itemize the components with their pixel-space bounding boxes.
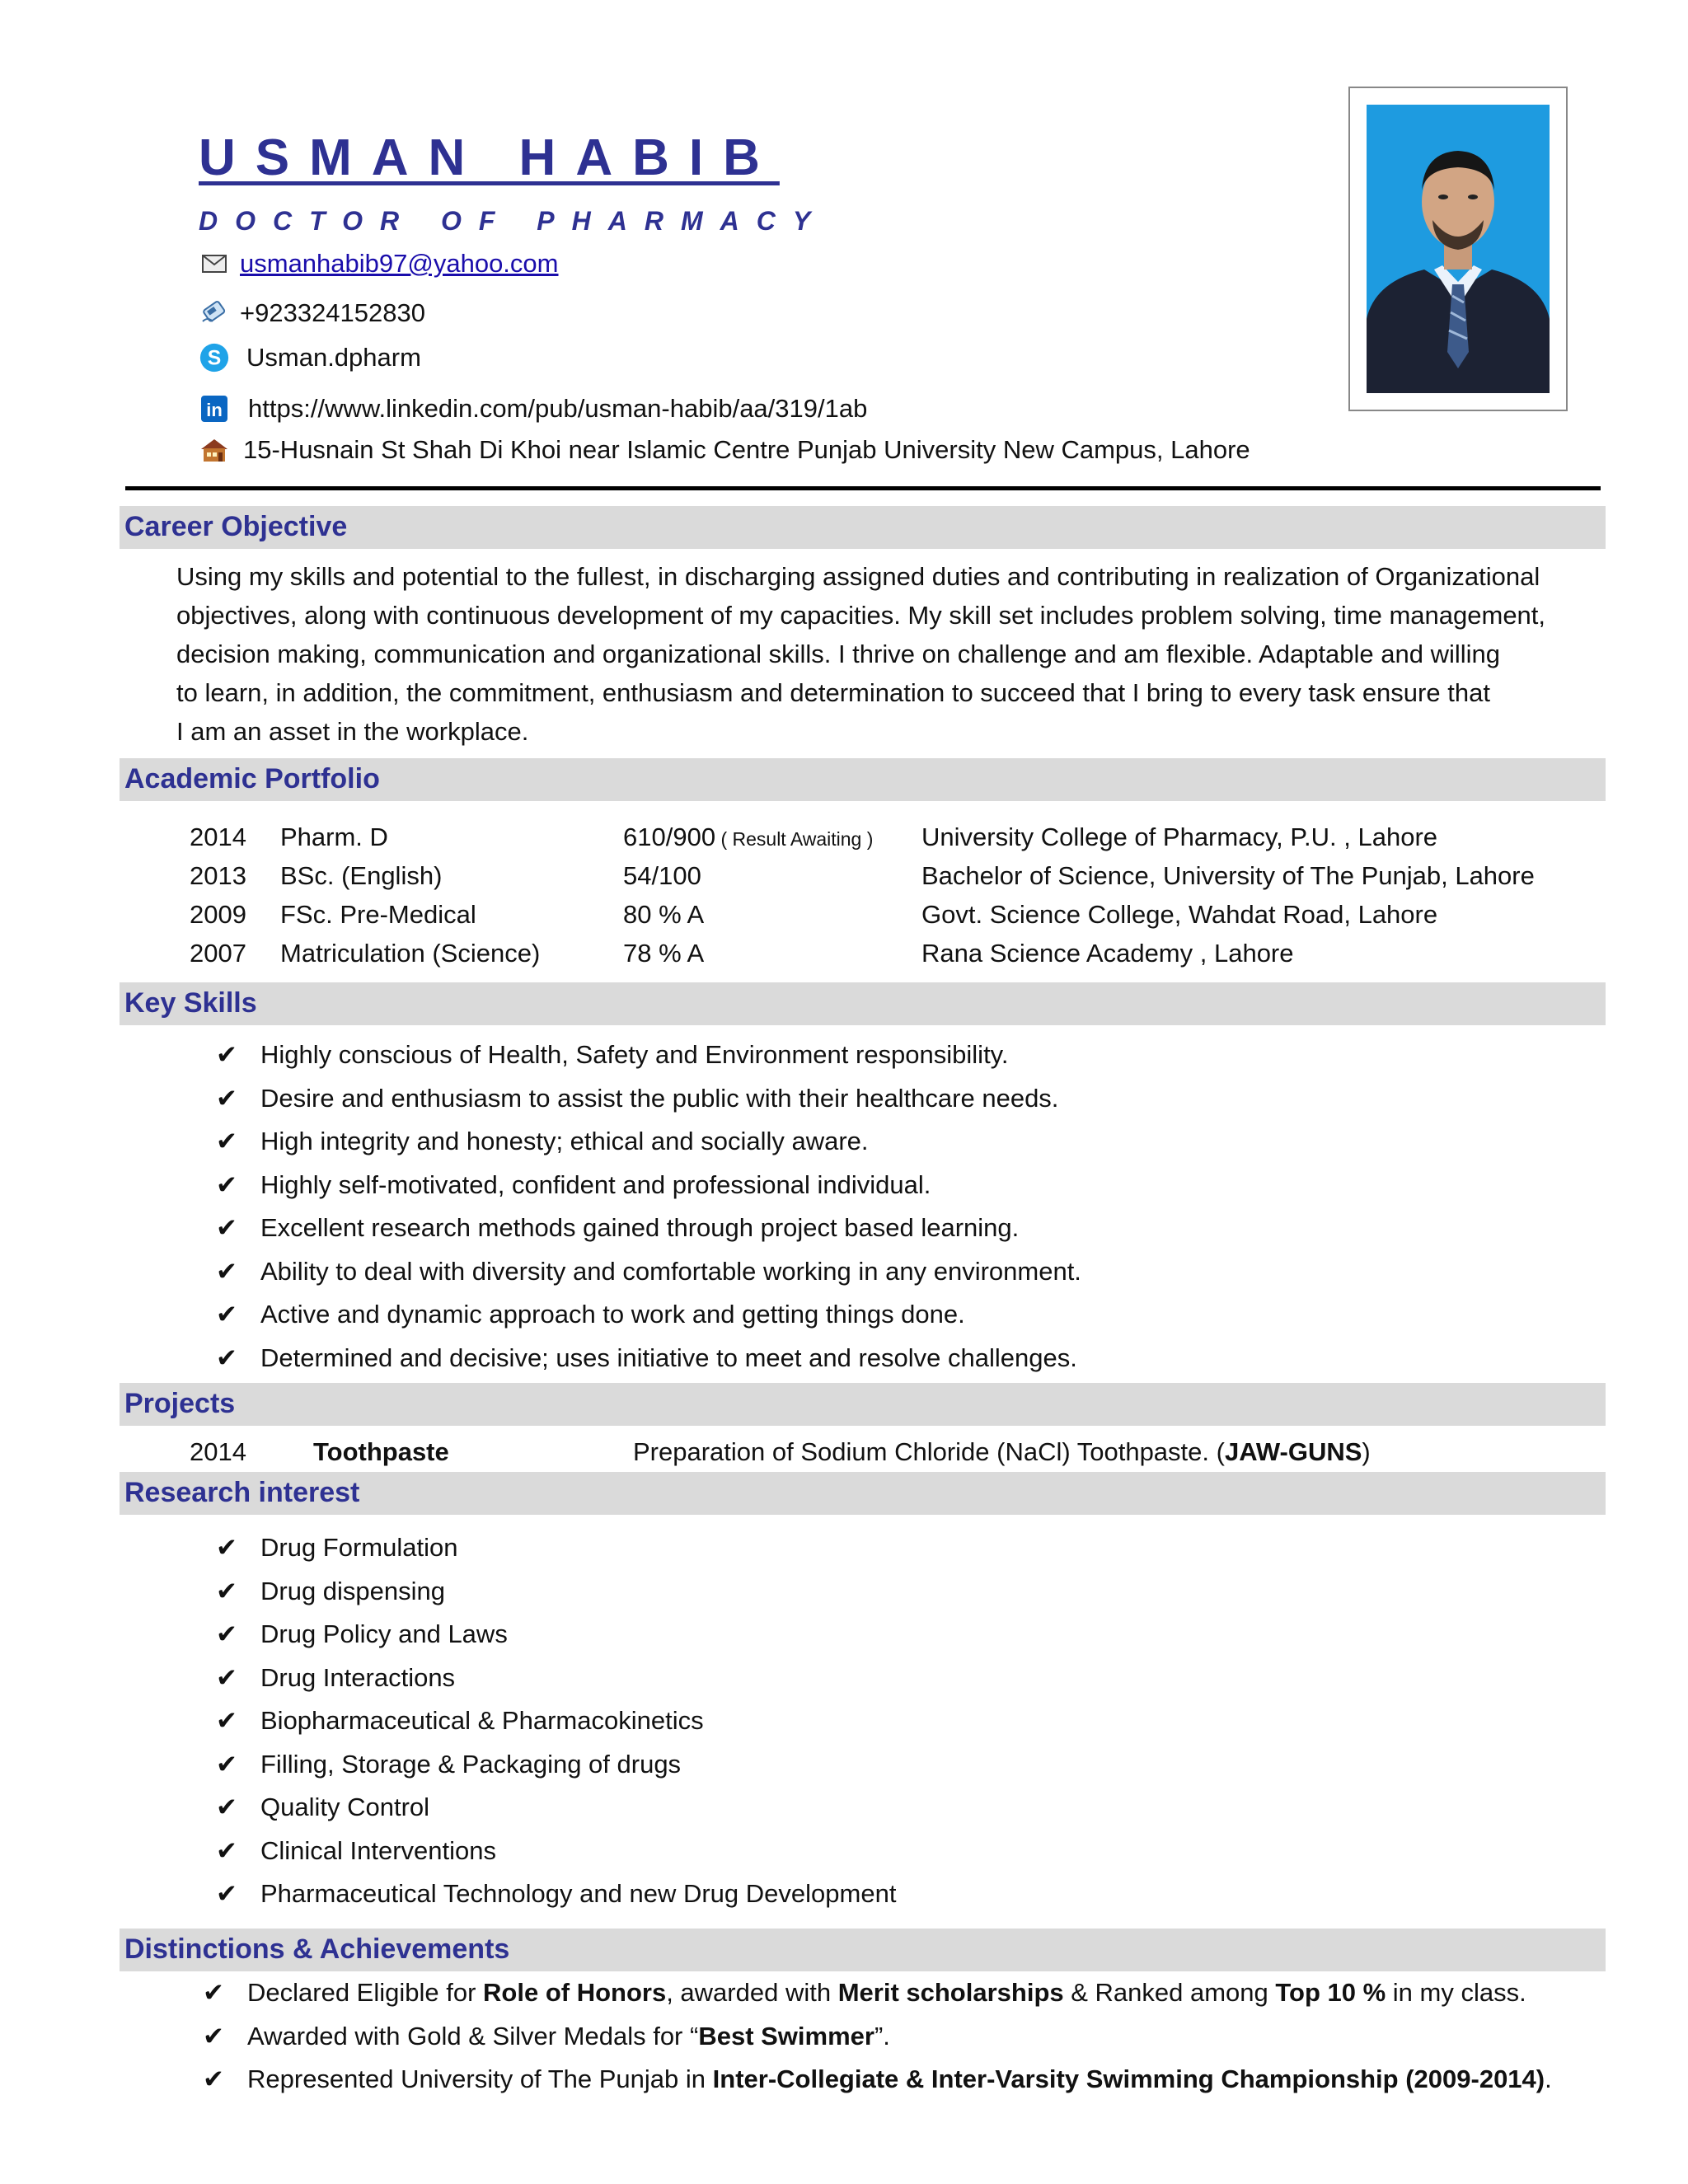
section-header-career (120, 506, 1606, 549)
research-item: Pharmaceutical Technology and new Drug Development (260, 1879, 897, 1908)
check-icon: ✔ (216, 1256, 237, 1286)
skill-item: Determined and decisive; uses initiative to meet and resolve challenges. (260, 1343, 1077, 1372)
check-icon: ✔ (216, 1619, 237, 1648)
academic-degree: Matriculation (Science) (280, 939, 541, 968)
header-divider (125, 486, 1601, 490)
check-icon: ✔ (216, 1662, 237, 1692)
section-title: Research interest (124, 1477, 360, 1508)
phone-row (199, 298, 425, 328)
objective-line: Using my skills and potential to the fullest, in discharging assigned duties and contributing in realization of Organizational (176, 562, 1540, 591)
research-item: Drug dispensing (260, 1576, 446, 1605)
svg-text:in: in (206, 400, 223, 420)
check-icon: ✔ (216, 1793, 237, 1821)
research-item: Filling, Storage & Packaging of drugs (260, 1749, 682, 1779)
distinction-item (247, 2022, 890, 2051)
skill-item: Ability to deal with diversity and comfortable working in any environment. (260, 1256, 1081, 1286)
section-header-skills (120, 982, 1606, 1025)
skill-item: Highly conscious of Health, Safety and Environment responsibility. (260, 1040, 1009, 1069)
research-item: Drug Interactions (260, 1662, 456, 1692)
text-fragment: Represented University of The Punjab in (247, 2064, 713, 2093)
research-item: Clinical Interventions (260, 1835, 497, 1865)
academic-degree: FSc. Pre-Medical (280, 900, 476, 929)
section-header-distinctions (120, 1929, 1606, 1971)
check-icon: ✔ (203, 1978, 224, 2007)
highlight-text: Role of Honors (483, 1978, 667, 2007)
skill-item: Active and dynamic approach to work and getting things done. (260, 1300, 965, 1329)
research-item: Biopharmaceutical & Pharmacokinetics (260, 1706, 704, 1735)
profile-photo (1348, 87, 1568, 411)
skill-item: Highly self-motivated, confident and professional individual. (260, 1169, 931, 1199)
research-item: Quality Control (260, 1793, 430, 1821)
check-icon: ✔ (216, 1169, 237, 1199)
academic-marks (623, 939, 704, 968)
academic-institution: Govt. Science College, Wahdat Road, Lahore (921, 900, 1438, 929)
check-icon: ✔ (216, 1343, 237, 1372)
skype-row (199, 343, 421, 373)
objective-line: decision making, communication and organizational skills. I thrive on challenge and am flexible. Adaptable and willing (176, 640, 1501, 668)
highlight-text: Inter-Collegiate & Inter-Varsity Swimming Championship (2009-2014) (712, 2064, 1545, 2093)
address-row (199, 435, 1250, 465)
house-icon (199, 436, 230, 464)
academic-institution: Rana Science Academy , Lahore (921, 939, 1294, 968)
academic-year: 2014 (190, 823, 246, 851)
project-description (633, 1437, 1371, 1467)
section-title: Key Skills (124, 987, 257, 1019)
check-icon: ✔ (216, 1533, 237, 1562)
objective-line: objectives, along with continuous development of my capacities. My skill set includes problem solving, time management, (176, 601, 1546, 630)
linkedin-row (199, 394, 867, 424)
objective-line: I am an asset in the workplace. (176, 717, 529, 746)
academic-year: 2013 (190, 861, 246, 890)
result-note: ( Result Awaiting ) (715, 828, 874, 850)
skill-item: Excellent research methods gained through project based learning. (260, 1213, 1020, 1242)
distinction-item (247, 1978, 1526, 2008)
highlight-text: Top 10 % (1275, 1978, 1386, 2007)
section-title: Academic Portfolio (124, 763, 380, 794)
linkedin-url[interactable]: https://www.linkedin.com/pub/usman-habib/aa/319/1ab (248, 394, 868, 423)
check-icon: ✔ (203, 2064, 224, 2093)
skill-item: Desire and enthusiasm to assist the public with their healthcare needs. (260, 1083, 1059, 1113)
check-icon: ✔ (216, 1706, 237, 1735)
section-title: Projects (124, 1388, 236, 1419)
section-header-research (120, 1472, 1606, 1515)
linkedin-icon (199, 395, 230, 423)
check-icon: ✔ (216, 1749, 237, 1779)
check-icon: ✔ (216, 1213, 237, 1242)
check-icon: ✔ (216, 1127, 237, 1155)
section-header-projects (120, 1383, 1606, 1426)
check-icon: ✔ (203, 2021, 224, 2050)
academic-degree: BSc. (English) (280, 861, 443, 890)
check-icon: ✔ (216, 1879, 237, 1908)
academic-degree: Pharm. D (280, 823, 388, 851)
highlight-text: Merit scholarships (837, 1978, 1064, 2007)
check-icon: ✔ (216, 1083, 237, 1113)
text-fragment: . (1545, 2064, 1552, 2093)
section-header-academic (120, 758, 1606, 801)
project-desc-text: Preparation of Sodium Chloride (NaCl) Toothpaste. ( (633, 1437, 1225, 1466)
email-link[interactable]: usmanhabib97@yahoo.com (240, 249, 559, 278)
project-code: JAW-GUNS (1224, 1437, 1362, 1466)
phone-number: +923324152830 (240, 298, 425, 327)
envelope-icon (199, 250, 230, 278)
research-item: Drug Formulation (260, 1533, 458, 1562)
objective-line: to learn, in addition, the commitment, enthusiasm and determination to succeed that I bring to every task ensure that (176, 678, 1490, 707)
address-text: 15-Husnain St Shah Di Khoi near Islamic Centre Punjab University New Campus, Lahore (243, 435, 1250, 464)
text-fragment: ”. (874, 2021, 890, 2050)
email-row (199, 249, 559, 279)
candidate-name: USMAN HABIB (199, 129, 780, 186)
career-objective-text (176, 557, 1578, 751)
skype-id: Usman.dpharm (246, 343, 421, 372)
academic-marks (623, 823, 873, 852)
phone-icon (199, 299, 230, 327)
academic-marks (623, 861, 701, 891)
project-desc-end: ) (1362, 1437, 1371, 1466)
check-icon: ✔ (216, 1576, 237, 1605)
project-year: 2014 (190, 1437, 246, 1466)
text-fragment: Declared Eligible for (247, 1978, 484, 2007)
svg-text:S: S (207, 347, 222, 370)
check-icon: ✔ (216, 1300, 237, 1329)
distinction-item (247, 2064, 1552, 2094)
text-fragment: in my class. (1386, 1978, 1526, 2007)
academic-year: 2007 (190, 939, 246, 968)
section-title: Career Objective (124, 511, 348, 542)
marks-value: 54/100 (623, 861, 701, 890)
text-fragment: , awarded with (666, 1978, 838, 2007)
research-item: Drug Policy and Laws (260, 1619, 508, 1648)
skill-item: High integrity and honesty; ethical and socially aware. (260, 1127, 869, 1155)
check-icon: ✔ (216, 1040, 237, 1069)
academic-year: 2009 (190, 900, 246, 929)
marks-value: 610/900 (623, 823, 716, 851)
highlight-text: Best Swimmer (698, 2021, 874, 2050)
candidate-title: DOCTOR OF PHARMACY (199, 206, 828, 236)
text-fragment: & Ranked among (1063, 1978, 1276, 2007)
project-name: Toothpaste (313, 1437, 449, 1466)
marks-value: 80 % A (623, 900, 705, 929)
skype-icon (199, 344, 230, 372)
marks-value: 78 % A (623, 939, 705, 968)
section-title: Distinctions & Achievements (124, 1933, 510, 1965)
academic-marks (623, 900, 704, 930)
check-icon: ✔ (216, 1835, 237, 1865)
text-fragment: Awarded with Gold & Silver Medals for “ (247, 2021, 699, 2050)
academic-institution: University College of Pharmacy, P.U. , Lahore (921, 823, 1438, 851)
academic-institution: Bachelor of Science, University of The Punjab, Lahore (921, 861, 1535, 890)
